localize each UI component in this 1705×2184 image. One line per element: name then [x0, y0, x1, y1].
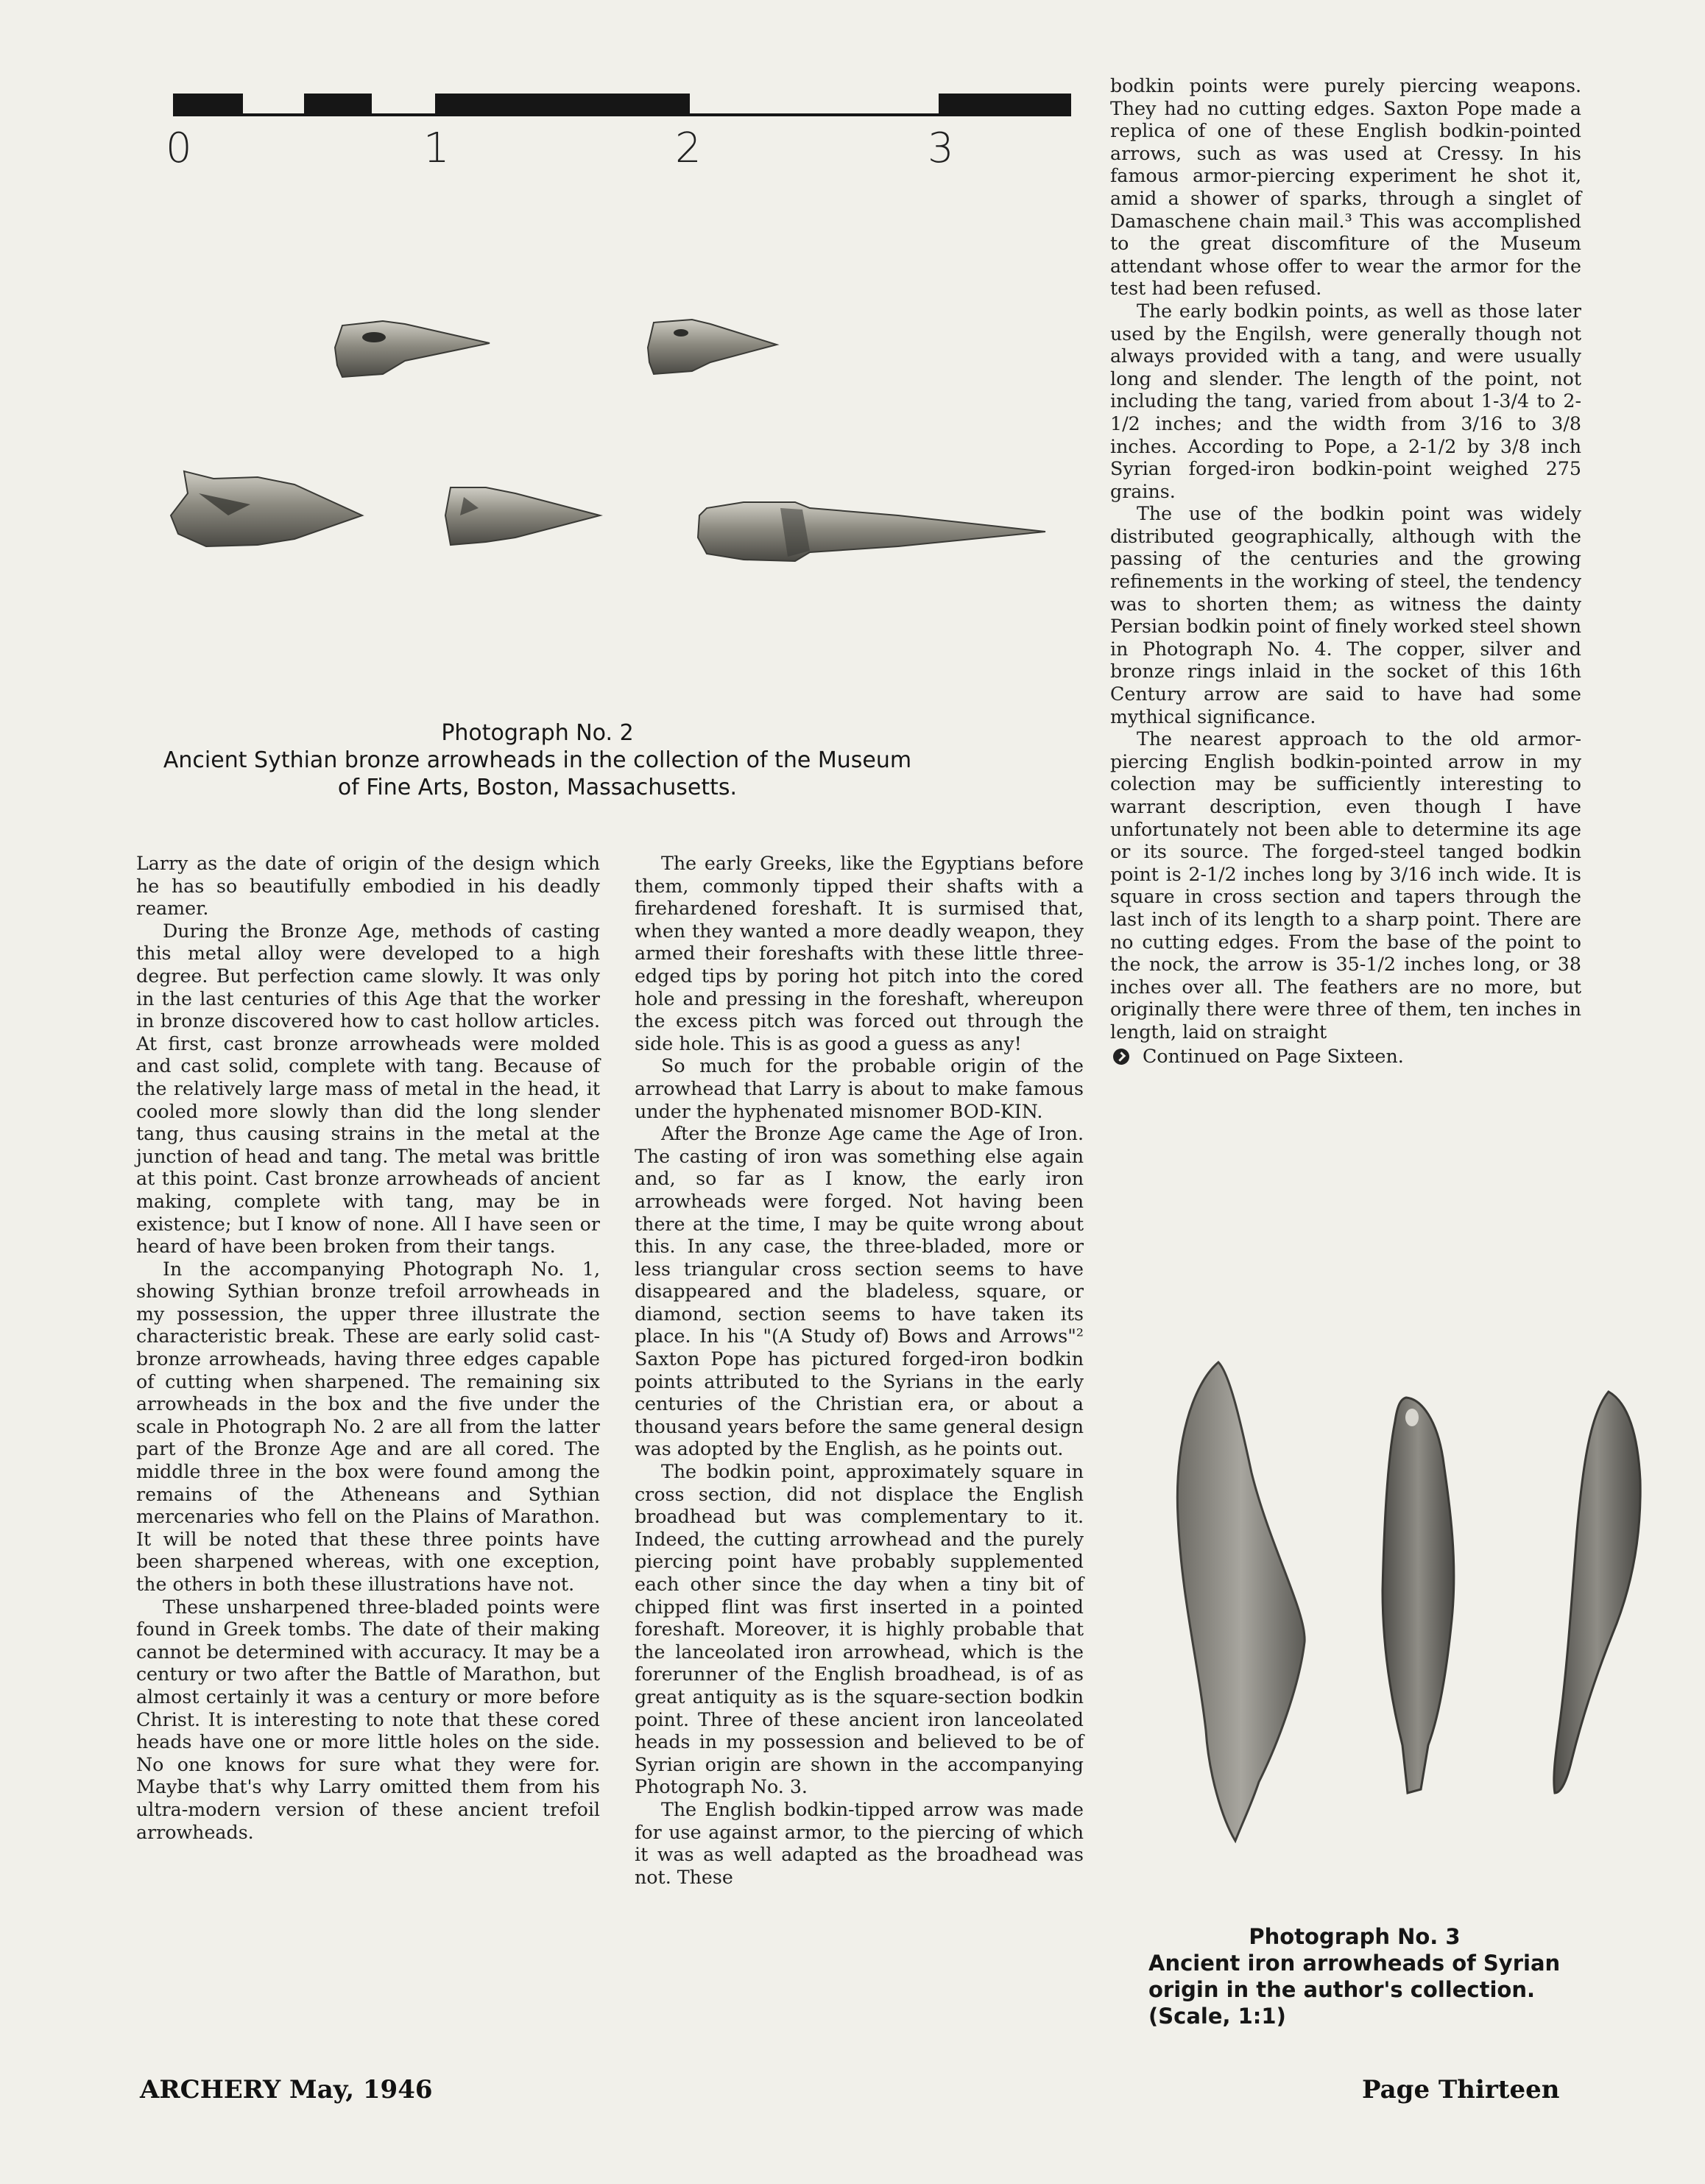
caption-title: Photograph No. 3	[1249, 1924, 1461, 1949]
paragraph: The English bodkin-tipped arrow was made for use against armor, to the piercing of which it was as well adapted as the broadhead was not. These	[635, 1798, 1084, 1888]
scale-tick-label: 3	[928, 124, 954, 172]
arrowhead-image	[1177, 1362, 1305, 1841]
photograph-3-caption	[1148, 1923, 1590, 2029]
caption-text: of Fine Arts, Boston, Massachusetts.	[337, 775, 738, 800]
continued-note	[1110, 1046, 1581, 1068]
caption-text: Ancient iron arrowheads of Syrian	[1148, 1951, 1561, 1976]
scale-segment	[173, 94, 243, 116]
paragraph: The use of the bodkin point was widely distributed geographically, although with the passing of the centuries and the growing refinements in the working of steel, the tendency was to shorten them; as witness the dainty Persian bodkin point of finely worked steel shown in Photograph No. 4. The copper, silver and bronze rings inlaid in the socket of this 16th Century arrow are said to have had some mythical significance.	[1110, 503, 1581, 728]
article-column-2	[635, 853, 1084, 1889]
arrowhead-image	[171, 471, 362, 546]
caption-text: Ancient Sythian bronze arrowheads in the collection of the Museum	[163, 747, 912, 773]
arrowhead-image	[445, 487, 600, 545]
paragraph: The nearest approach to the old armor-piercing English bodkin-pointed arrow in my colection may be sufficiently interesting to warrant description, even though I have unfortunately not been able to determine its age or its source. The forged-steel tanged bodkin point is 2-1/2 inches long by 3/16 inch wide. It is square in cross section and tapers through the last inch of its length to a sharp point. There are no cutting edges. From the base of the point to the nock, the arrow is 35-1/2 inches long, or 38 inches over all. The feathers are no more, but originally there were three of them, ten inches in length, laid on straight	[1110, 728, 1581, 1043]
paragraph: The bodkin point, approximately square in cross section, did not displace the English broadhead but was complementary to it. Indeed, the cutting arrowhead and the purely piercing point have probably supplemented each other since the day when a tiny bit of chipped flint was first inserted in a pointed foreshaft. Moreover, it is highly probable that the lanceolated iron arrowhead, which is the forerunner of the English broadhead, is of as great antiquity as is the square-section bodkin point. Three of these ancient iron lanceolated heads in my possession and believed to be of Syrian origin are shown in the accompanying Photograph No. 3.	[635, 1461, 1084, 1798]
scale-segment	[435, 94, 690, 116]
caption-text: (Scale, 1:1)	[1148, 2004, 1286, 2029]
caption-title: Photograph No. 2	[441, 720, 634, 746]
scale-tick-label: 2	[675, 124, 702, 172]
continued-text: Continued on Page Sixteen.	[1143, 1045, 1404, 1067]
arrowhead-image	[648, 320, 777, 374]
arrowhead-image	[335, 321, 490, 377]
footer-publication: ARCHERY May, 1946	[140, 2075, 433, 2104]
caption-text: origin in the author's collection.	[1148, 1977, 1535, 2002]
paragraph: After the Bronze Age came the Age of Iron. The casting of iron was something else again and, so far as I know, the early iron arrowheads were forged. Not having been there at the time, I may be quite wrong about this. In any case, the three-bladed, more or less triangular cross section seems to have disappeared and the bladeless, square, or diamond, section seems to have taken its place. In his "(A Study of) Bows and Arrows"² Saxton Pope has pictured forged-iron bodkin points attributed to the Syrians in the early centuries of the Christian era, or about a thousand years before the same general design was adopted by the English, as he points out.	[635, 1123, 1084, 1460]
paragraph: The early bodkin points, as well as those later used by the Engilsh, were generally though not always provided with a tang, and were usually long and slender. The length of the point, not including the tang, varied from about 1-3/4 to 2-1/2 inches; and the width from 3/16 to 3/8 inches. According to Pope, a 2-1/2 by 3/8 inch Syrian forged-iron bodkin-point weighed 275 grains.	[1110, 300, 1581, 502]
article-column-3	[1110, 75, 1581, 1068]
article-column-1	[136, 853, 600, 1844]
photograph-2-bronze-arrowheads	[162, 295, 1075, 589]
scale-segment	[304, 94, 372, 116]
paragraph: bodkin points were purely piercing weapons. They had no cutting edges. Saxton Pope made a replica of one of these English bodkin-pointed arrows, such as was used at Cressy. In his famous armor-piercing experiment he shot it, amid a shower of sparks, through a singlet of Damaschene chain mail.³ This was accomplished to the great discomfiture of the Museum attendant whose offer to wear the armor for the test had been refused.	[1110, 75, 1581, 300]
scale-segment	[939, 94, 1071, 116]
paragraph: The early Greeks, like the Egyptians before them, commonly tipped their shafts with a firehardened foreshaft. It is surmised that, when they wanted a more deadly weapon, they armed their foreshafts with these little three-edged tips by poring hot pitch into the cored hole and pressing in the foreshaft, whereupon the excess pitch was forced out through the side hole. This is as good a guess as any!	[635, 853, 1084, 1054]
paragraph: During the Bronze Age, methods of casting this metal alloy were developed to a high degree. But perfection came slowly. It was only in the last centuries of this Age that the worker in bronze discovered how to cast hollow articles. At first, cast bronze arrowheads were molded and cast solid, complete with tang. Because of the relatively large mass of metal in the head, it cooled more slowly than did the long slender tang, thus causing strains in the metal at the junction of head and tang. The metal was brittle at this point. Cast bronze arrowheads of ancient making, complete with tang, may be in existence; but I know of none. All I have seen or heard of have been broken from their tangs.	[136, 920, 600, 1258]
paragraph: These unsharpened three-bladed points were found in Greek tombs. The date of their making cannot be determined with accuracy. It may be a century or two after the Battle of Marathon, but almost certainly it was a century or more before Christ. It is interesting to note that these cored heads have one or more little holes on the side. No one knows for sure what they were for. Maybe that's why Larry omitted them from his ultra-modern version of these ancient trefoil arrowheads.	[136, 1596, 600, 1843]
footer-page-number: Page Thirteen	[1362, 2075, 1560, 2104]
scale-baseline	[173, 113, 1071, 116]
photograph-3-iron-arrowheads	[1148, 1333, 1678, 1863]
arrowhead-image	[1383, 1398, 1454, 1793]
scale-tick-label: 0	[166, 124, 192, 172]
paragraph: Larry as the date of origin of the design which he has so beautifully embodied in his deadly reamer.	[136, 853, 600, 920]
arrowhead-image	[1554, 1392, 1640, 1793]
paragraph: So much for the probable origin of the arrowhead that Larry is about to make famous under the hyphenated misnomer BOD-KIN.	[635, 1055, 1084, 1122]
arrowhead-image	[698, 502, 1045, 561]
measurement-scale	[166, 94, 1071, 175]
continued-arrow-icon	[1113, 1049, 1129, 1065]
scale-tick-label: 1	[423, 124, 450, 172]
paragraph: In the accompanying Photograph No. 1, showing Sythian bronze trefoil arrowheads in my possession, the upper three illustrate the characteristic break. These are early solid cast-bronze arrowheads, having three edges capable of cutting when sharpened. The remaining six arrowheads in the box and the five under the scale in Photograph No. 2 are all from the latter part of the Bronze Age and are all cored. The middle three in the box were found among the remains of the Atheneans and Sythian mercenaries who fell on the Plains of Marathon. It will be noted that these three points have been sharpened whereas, with one exception, the others in both these illustrations have not.	[136, 1258, 600, 1595]
photograph-2-caption	[0, 719, 1075, 801]
